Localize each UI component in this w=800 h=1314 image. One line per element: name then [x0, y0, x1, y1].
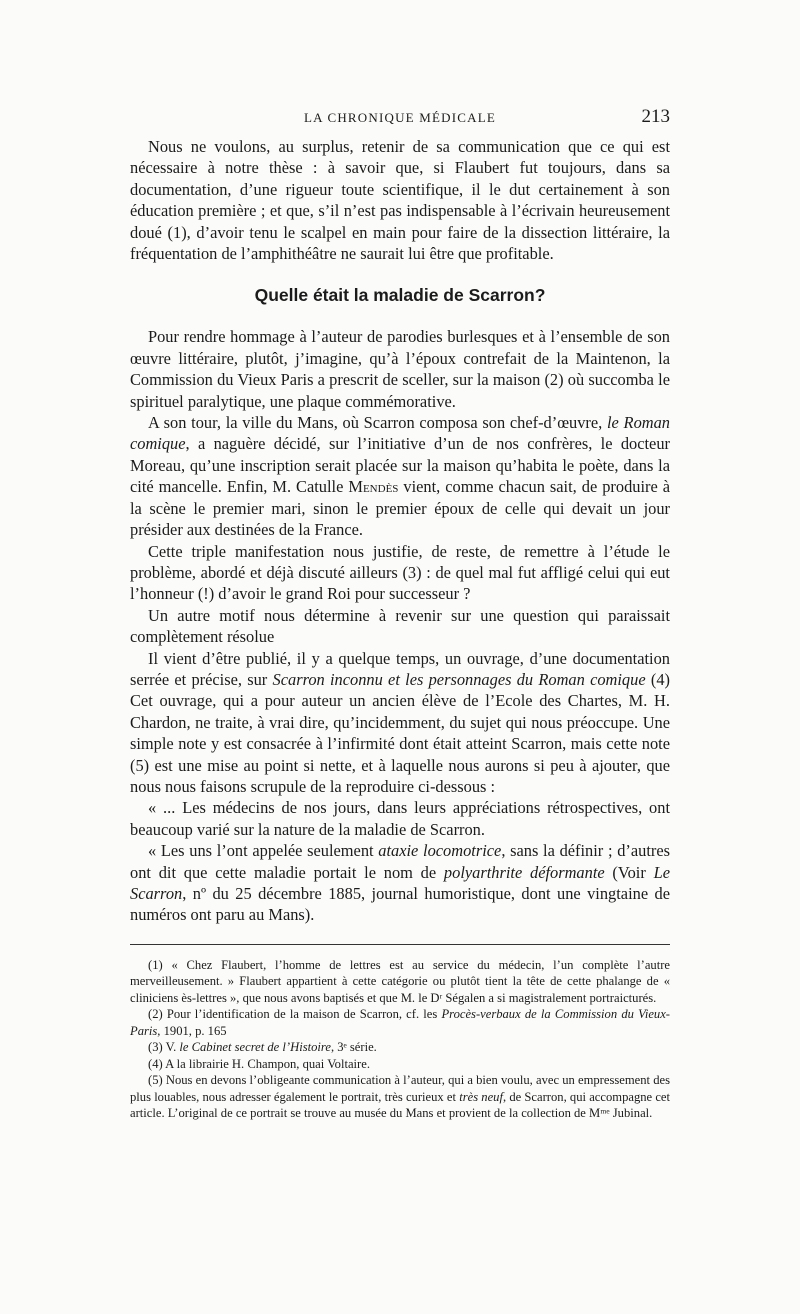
paragraph-3-text-b: , a naguère décidé, sur l’initiative d’un de nos confrères, le docteur Moreau, qu’une inscription serait placée sur la maison qu’habita le poète, dans la cité mancelle. Enfin, M. Catulle [130, 434, 670, 497]
footnote-4: (4) A la librairie H. Champon, quai Voltaire. [148, 1056, 370, 1071]
paragraph-4: Cette triple manifestation nous justifie, de reste, de remettre à l’étude le problème, abordé et déjà discuté ailleurs (3) : de quel mal fut affligé celui qui eut l’honneur (!) d’avoir le grand Roi pour successeur ? [130, 541, 670, 604]
footnote-5-italic: très neuf [459, 1089, 503, 1104]
page-number: 213 [641, 106, 670, 127]
footnote-5 [130, 1072, 670, 1122]
page [130, 106, 670, 1122]
page-header [130, 106, 670, 136]
paragraph-8-text-d: , nº du 25 décembre 1885, journal humoristique, dont une vingtaine de numéros ont paru au Mans). [130, 884, 670, 925]
paragraph-8-text-a: « Les uns l’ont appelée seulement [148, 841, 379, 861]
paragraph-5: Un autre motif nous détermine à revenir sur une question qui paraissait complètement résolue [130, 605, 670, 647]
paragraph-3-text-c: vient, comme chacun sait, de produire à la scène le premier mari, sinon le premier époux de celle qui devait un jour présider aux destinées de la France. [130, 477, 671, 540]
footnote-3-text-a: (3) V. [148, 1040, 180, 1055]
paragraph-3-text-a: A son tour, la ville du Mans, où Scarron composa son chef-d’œuvre, [148, 413, 607, 433]
footnote-1: (1) « Chez Flaubert, l’homme de lettres est au service du médecin, l’un complète l’autre merveilleusement. » Flaubert appartient à cette catégorie ou plutôt tient la tête de cette phalange de « cliniciens ès-lettres », que nous avons baptisés et que M. le Dʳ Ségalen a si magistralement portraicturés. [130, 957, 670, 1005]
section-title: Quelle était la maladie de Scarron? [254, 285, 546, 306]
footnote-rule [130, 944, 670, 945]
paragraph-8-text-c: (Voir [604, 862, 654, 882]
footnote-2-text-b: , 1901, p. 165 [157, 1023, 227, 1038]
paragraph-8 [130, 840, 670, 926]
paragraph-6-text-b: (4) Cet ouvrage, qui a pour auteur un ancien élève de l’Ecole des Chartes, M. H. Chardon, ne traite, à vrai dire, qu’incidemment, du sujet qui nous préoccupe. Une simple note y est consacrée à l’infirmité dont était atteint Scarron, mais cette note (5) est une mise au point si nette, et à laquelle nous aurons si peu à ajouter, que nous nous faisons scrupule de la reproduire ci-dessous : [130, 669, 670, 796]
term-ataxie: ataxie locomotrice [378, 841, 502, 861]
paragraph-6 [130, 648, 670, 798]
paragraph-3 [130, 412, 670, 540]
article-body [130, 136, 670, 926]
footnote-5-text-b: , de Scarron, qui accompagne cet article. L’original de ce portrait se trouve au musée du Mans et provient de la collection de Mᵐᵉ Jubinal. [130, 1089, 671, 1121]
paragraph-6-text-a: Il vient d’être publié, il y a quelque temps, un ouvrage, d’une documentation serrée et précise, sur [130, 648, 670, 689]
paragraph-7: « ... Les médecins de nos jours, dans leurs appréciations rétrospectives, ont beaucoup varié sur la nature de la maladie de Scarron. [130, 798, 670, 839]
footnotes [130, 957, 670, 1122]
footnote-2-text-a: (2) Pour l’identification de la maison de Scarron, cf. les [148, 1007, 442, 1022]
running-head: LA CHRONIQUE MÉDICALE [303, 110, 497, 125]
footnote-3-title: le Cabinet secret de l’Histoire [179, 1040, 331, 1055]
footnote-2 [130, 1006, 670, 1039]
author-name-mendes: Mendès [348, 477, 399, 497]
paragraph-2: Pour rendre hommage à l’auteur de parodies burlesques et à l’ensemble de son œuvre littéraire, plutôt, j’imagine, qu’à l’époux contrefait de la Maintenon, la Commission du Vieux Paris a prescrit de sceller, sur la maison (2) où succomba le spirituel paralytique, une plaque commémorative. [130, 327, 670, 411]
footnote-3-text-b: , 3ᵉ série. [330, 1040, 377, 1055]
book-title: Scarron inconnu et les personnages du Roman comique [272, 669, 646, 689]
footnote-2-title: Procès-verbaux de la Commission du Vieux-Paris [130, 1007, 670, 1038]
roman-comique-title: le Roman comique [130, 413, 670, 454]
footnote-3 [130, 1039, 670, 1056]
journal-title: Le Scarron [130, 862, 670, 903]
footnote-5-text-a: (5) Nous en devons l’obligeante communication à l’auteur, qui a bien voulu, avec un empressement des plus louables, nous adresser également le portrait, très curieux et [130, 1073, 670, 1104]
term-polyarthrite: polyarthrite déformante [443, 862, 605, 882]
paragraph-1: Nous ne voulons, au surplus, retenir de sa communication que ce qui est nécessaire à notre thèse : à savoir que, si Flaubert fut toujours, dans sa documentation, d’une rigueur toute scientifique, il le dut certainement à son éducation première ; et que, s’il n’est pas indispensable à l’écrivain heureusement doué (1), d’avoir tenu le scalpel en main pour faire de la dissection littéraire, la fréquentation de l’amphithéâtre ne saurait lui être que profitable. [130, 137, 670, 264]
paragraph-8-text-b: , sans la définir ; d’autres ont dit que cette maladie portait le nom de [130, 841, 671, 882]
